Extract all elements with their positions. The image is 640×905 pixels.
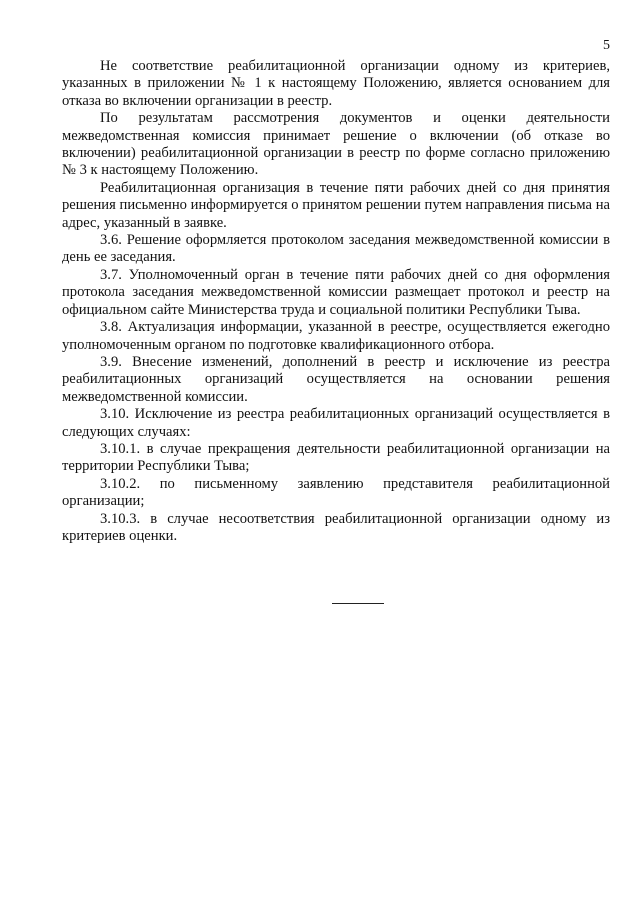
paragraph-3-6: 3.6. Решение оформляется протоколом заседания межведомственной комиссии в день ее заседания. [62,232,610,266]
paragraph-3-10-1: 3.10.1. в случае прекращения деятельности реабилитационной организации на территории Республики Тыва; [62,440,610,475]
document-body [62,58,610,545]
paragraph-3-7: 3.7. Уполномоченный орган в течение пяти рабочих дней со дня оформления протокола заседания межведомственной комиссии размещает протокол и реестр на официальном сайте Министерства труда и социальной политики Республики Тыва. [62,266,610,318]
paragraph-notification: Реабилитационная организация в течение пяти рабочих дней со дня принятия решения письменно информируется о принятом решении путем направления письма на адрес, указанный в заявке. [62,179,610,231]
page-number: 5 [603,38,610,53]
paragraph-3-10: 3.10. Исключение из реестра реабилитационных организаций осуществляется в следующих случаях: [62,406,610,440]
paragraph-3-8: 3.8. Актуализация информации, указанной в реестре, осуществляется ежегодно уполномоченным органом по подготовке квалификационного отбора. [62,319,610,353]
paragraph-3-10-2: 3.10.2. по письменному заявлению представителя реабилитационной организации; [62,475,610,510]
paragraph-reject-criteria: Не соответствие реабилитационной организации одному из критериев, указанных в приложении № 1 к настоящему Положению, является основанием для отказа во включении организации в реестр. [62,58,610,109]
paragraph-3-9: 3.9. Внесение изменений, дополнений в реестр и исключение из реестра реабилитационных организаций осуществляется на основании решения межведомственной комиссии. [62,353,610,405]
end-separator-line [332,603,384,604]
paragraph-commission-decision: По результатам рассмотрения документов и оценки деятельности межведомственная комиссия принимает решение о включении (об отказе во включении) реабилитационной организации в реестр по форме согласно приложению № 3 к настоящему Положению. [62,110,610,179]
paragraph-3-10-3: 3.10.3. в случае несоответствия реабилитационной организации одному из критериев оценки. [62,510,610,544]
